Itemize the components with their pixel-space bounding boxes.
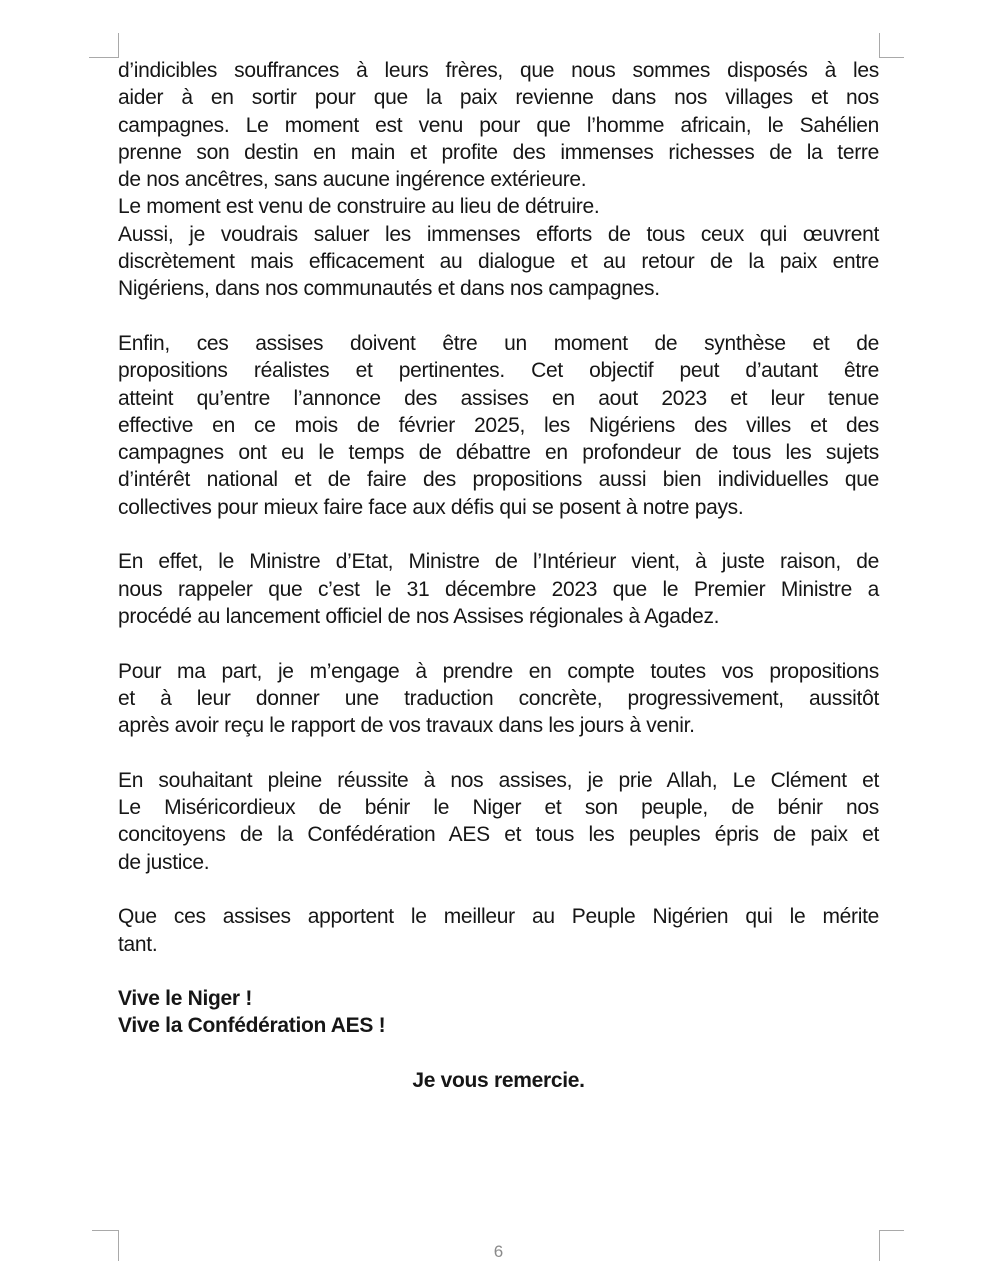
paragraph xyxy=(118,985,879,1040)
text-line: Pour ma part, je m’engage à prendre en compte toutes vos propositions xyxy=(118,659,879,683)
text-line: d’indicibles souffrances à leurs frères, que nous sommes disposés à les xyxy=(118,59,879,82)
text-line: de justice. xyxy=(118,850,210,874)
text-line: Aussi, je voudrais saluer les immenses efforts de tous ceux qui œuvrent xyxy=(118,222,879,246)
document-body xyxy=(118,57,879,1094)
paragraph xyxy=(118,548,879,630)
paragraph xyxy=(118,330,879,521)
text-line: de nos ancêtres, sans aucune ingérence extérieure. xyxy=(118,168,587,192)
text-line: nous rappeler que c’est le 31 décembre 2023 que le Premier Ministre a xyxy=(118,577,879,601)
text-line: collectives pour mieux faire face aux défis qui se posent à notre pays. xyxy=(118,495,744,519)
crop-mark-top-left xyxy=(89,33,119,58)
paragraph xyxy=(118,193,879,220)
paragraph xyxy=(118,767,879,876)
text-line: Le Miséricordieux de bénir le Niger et son peuple, de bénir nos xyxy=(118,796,879,820)
text-line: après avoir reçu le rapport de vos travaux dans les jours à venir. xyxy=(118,714,695,738)
text-line: et à leur donner une traduction concrète, progressivement, aussitôt xyxy=(118,686,879,710)
text-line: concitoyens de la Confédération AES et tous les peuples épris de paix et xyxy=(118,823,879,847)
text-line: Vive la Confédération AES ! xyxy=(118,1014,386,1038)
text-line: Je vous remercie. xyxy=(412,1068,585,1092)
crop-mark-top-right xyxy=(879,33,904,58)
text-line: Le moment est venu de construire au lieu de détruire. xyxy=(118,195,600,219)
paragraph xyxy=(118,658,879,740)
text-line: Vive le Niger ! xyxy=(118,987,253,1011)
text-line: campagnes. Le moment est venu pour que l’homme africain, le Sahélien xyxy=(118,113,879,137)
text-line: discrètement mais efficacement au dialogue et au retour de la paix entre xyxy=(118,250,879,274)
paragraph xyxy=(118,221,879,303)
text-line: aider à en sortir pour que la paix revienne dans nos villages et nos xyxy=(118,86,879,110)
text-line: prenne son destin en main et profite des immenses richesses de la terre xyxy=(118,140,879,164)
text-line: tant. xyxy=(118,932,158,956)
page-number: 6 xyxy=(493,1242,504,1261)
paragraph xyxy=(118,57,879,193)
text-line: En effet, le Ministre d’Etat, Ministre de l’Intérieur vient, à juste raison, de xyxy=(118,550,879,574)
paragraph xyxy=(118,903,879,958)
text-line: propositions réalistes et pertinentes. Cet objectif peut d’autant être xyxy=(118,359,879,383)
paragraph xyxy=(118,1067,879,1094)
text-line: procédé au lancement officiel de nos Assises régionales à Agadez. xyxy=(118,604,720,628)
text-line: d’intérêt national et de faire des propositions aussi bien individuelles que xyxy=(118,468,879,492)
text-line: Enfin, ces assises doivent être un moment de synthèse et de xyxy=(118,331,879,355)
text-line: campagnes ont eu le temps de débattre en profondeur de tous les sujets xyxy=(118,441,879,465)
text-line: Que ces assises apportent le meilleur au Peuple Nigérien qui le mérite xyxy=(118,905,879,929)
text-line: effective en ce mois de février 2025, les Nigériens des villes et des xyxy=(118,413,879,437)
text-line: Nigériens, dans nos communautés et dans nos campagnes. xyxy=(118,277,660,301)
text-line: En souhaitant pleine réussite à nos assises, je prie Allah, Le Clément et xyxy=(118,768,879,792)
text-line: atteint qu’entre l’annonce des assises en aout 2023 et leur tenue xyxy=(118,386,879,410)
